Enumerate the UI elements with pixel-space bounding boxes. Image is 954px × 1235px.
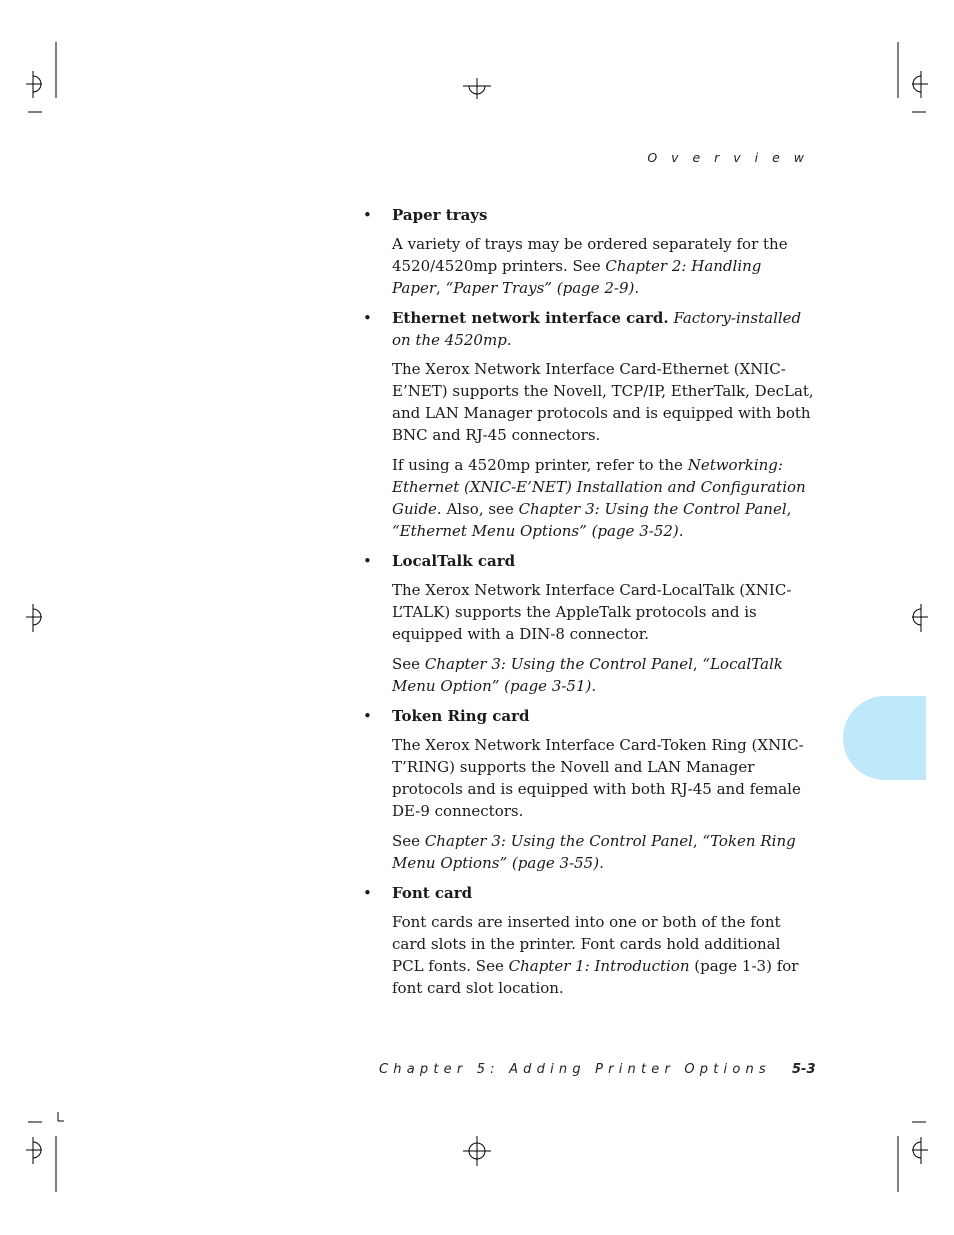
item-paragraph: If using a 4520mp printer, refer to the Networking: Ethernet (XNIC-E’NET) Installation and Configuration Guide. Also, see Chapter 3: Using the Control Panel, “Ethernet Menu Options” (page 3-52). [392,456,806,540]
item-heading: Paper trays [392,206,488,224]
item-heading: Font card [392,884,473,902]
footer-chapter-title: Chapter 5: Adding Printer Options [379,1062,771,1077]
content-body [362,204,814,1007]
list-item-paper-trays [362,204,814,299]
item-paragraph: The Xerox Network Interface Card-LocalTalk (XNIC-L’TALK) supports the AppleTalk protocols and is equipped with a DIN-8 connector. [392,581,792,643]
item-paragraph: A variety of trays may be ordered separately for the 4520/4520mp printers. See Chapter 2: Handling Paper, “Paper Trays” (page 2-9). [392,235,788,297]
bullet-icon: • [363,206,372,224]
bullet-icon: • [363,552,372,570]
item-paragraph: See Chapter 3: Using the Control Panel, “Token Ring Menu Options” (page 3-55). [392,832,796,872]
list-item-ethernet-card [362,307,814,542]
list-item-token-ring-card [362,705,814,874]
bullet-icon: • [363,309,372,327]
item-heading: Ethernet network interface card. Factory-installed on the 4520mp. [392,309,802,349]
running-header: O v e r v i e w [647,150,809,165]
item-paragraph: Font cards are inserted into one or both of the font card slots in the printer. Font cards hold additional PCL fonts. See Chapter 1: Introduction (page 1-3) for font card slot location. [392,913,799,997]
list-item-font-card [362,882,814,999]
item-heading: LocalTalk card [392,552,516,570]
list-item-localtalk-card [362,550,814,697]
item-paragraph: See Chapter 3: Using the Control Panel, “LocalTalk Menu Option” (page 3-51). [392,655,783,695]
chapter-thumb-tab [843,696,926,780]
page-number: 5-3 [792,1062,816,1077]
item-paragraph: The Xerox Network Interface Card-Ethernet (XNIC-E’NET) supports the Novell, TCP/IP, EtherTalk, DecLat, and LAN Manager protocols and is equipped with both BNC and RJ-45 connectors. [392,360,814,444]
bullet-icon: • [363,707,372,725]
item-paragraph: The Xerox Network Interface Card-Token Ring (XNIC-T’RING) supports the Novell and LAN Manager protocols and is equipped with both RJ-45 and female DE-9 connectors. [392,736,804,820]
bullet-icon: • [363,884,372,902]
item-heading: Token Ring card [392,707,530,725]
